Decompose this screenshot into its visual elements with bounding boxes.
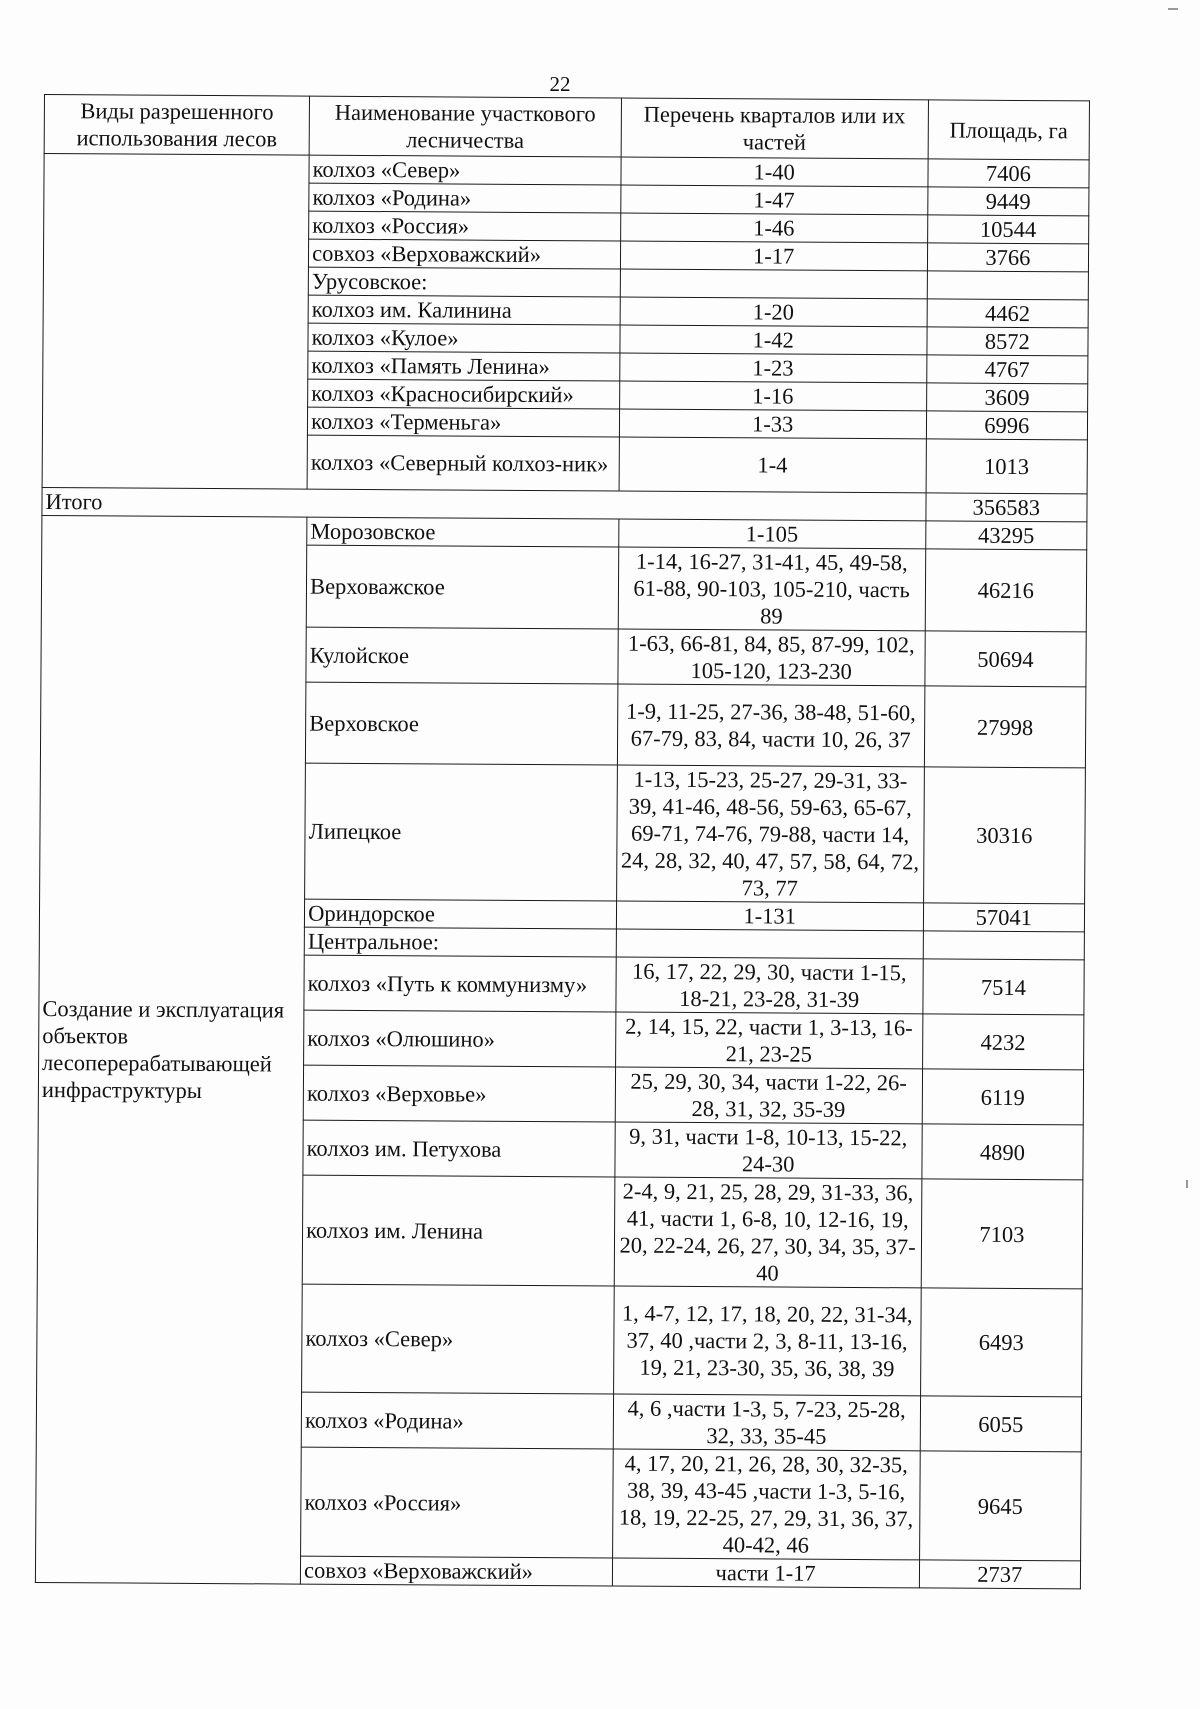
area-cell: 2737 (919, 1560, 1080, 1589)
quarters-cell: 1-16 (619, 381, 926, 411)
use-type-continued-cell (42, 154, 309, 490)
total-area: 356583 (926, 493, 1087, 522)
quarters-cell: 1-131 (616, 901, 923, 931)
quarters-cell: 1-20 (620, 297, 927, 327)
area-cell: 6119 (922, 1069, 1084, 1125)
table-header-row (44, 95, 1089, 160)
area-cell: 4232 (922, 1014, 1084, 1070)
forestry-name-cell: Верховское (306, 682, 618, 765)
quarters-cell: 9, 31, части 1-8, 10-13, 15-22, 24-30 (615, 1122, 922, 1179)
area-cell: 9449 (927, 187, 1088, 216)
quarters-cell: 1-13, 15-23, 25-27, 29-31, 33-39, 41-46, 48-56, 59-63, 65-67, 69-71, 74-76, 79-88, части 14, 24, 28, 32, 40, 47, 57, 58, 64, 72, 73, 77 (616, 765, 924, 903)
area-cell: 50694 (925, 631, 1087, 687)
forestry-name-cell: колхоз им. Ленина (302, 1175, 614, 1286)
forestry-name-cell: колхоз «Россия» (309, 211, 621, 241)
quarters-cell: 1-63, 66-81, 84, 85, 87-99, 102, 105-120, 123-230 (618, 629, 925, 686)
quarters-cell: 1-105 (618, 519, 925, 549)
quarters-cell: 16, 17, 22, 29, 30, части 1-15, 18-21, 23-28, 31-39 (616, 957, 923, 1014)
header-area: Площадь, га (928, 100, 1090, 160)
quarters-cell: 1-14, 16-27, 31-41, 45, 49-58, 61-88, 90-103, 105-210, часть 89 (618, 547, 926, 631)
use-type-cell: Создание и эксплуатация объектов лесоперерабатывающей инфраструктуры (35, 515, 307, 1584)
table-row (42, 515, 1087, 549)
header-use-type: Виды разрешенного использования лесов (44, 95, 309, 156)
forestry-name-cell: совхоз «Верховажский» (309, 239, 621, 269)
area-cell: 57041 (923, 903, 1084, 932)
quarters-cell: 1-33 (619, 409, 926, 439)
forestry-name-cell: Липецкое (305, 763, 617, 901)
table-row (44, 154, 1089, 188)
area-cell: 6996 (926, 411, 1087, 440)
forestry-name-cell: Ориндорское (305, 899, 617, 929)
area-cell: 8572 (927, 327, 1088, 356)
quarters-cell: 2-4, 9, 21, 25, 28, 29, 31-33, 36, 41, части 1, 6-8, 10, 12-16, 19, 20, 22-24, 26, 27, 30, 34, 35, 37-40 (614, 1177, 922, 1288)
area-cell: 7514 (923, 959, 1085, 1015)
quarters-cell: 25, 29, 30, 34, части 1-22, 26-28, 31, 32, 35-39 (615, 1067, 922, 1124)
forestry-name-cell: колхоз «Олюшино» (304, 1010, 616, 1067)
area-cell (927, 271, 1088, 300)
quarters-cell: 1-17 (620, 241, 927, 271)
area-cell (923, 931, 1084, 960)
quarters-cell: 4, 6 ,части 1-3, 5, 7-23, 25-28, 32, 33, 35-45 (613, 1394, 920, 1451)
forestry-name-cell: колхоз «Родина» (309, 183, 621, 213)
quarters-cell: 1-23 (619, 353, 926, 383)
quarters-cell: 1, 4-7, 12, 17, 18, 20, 22, 31-34, 37, 40 ,части 2, 3, 8-11, 13-16, 19, 21, 23-30, 35, 36, 38, 39 (613, 1286, 921, 1396)
forest-use-table (35, 94, 1090, 1589)
forestry-name-cell: Морозовское (307, 517, 619, 547)
quarters-cell: 4, 17, 20, 21, 26, 28, 30, 32-35, 38, 39, 43-45 ,части 1-3, 5-16, 18, 19, 22-25, 27, 29, 31, 36, 37, 40-42, 46 (612, 1449, 920, 1560)
forestry-name-cell: колхоз «Красносибирский» (308, 379, 620, 409)
area-cell: 7406 (928, 159, 1089, 188)
forestry-name-cell: Верховажское (306, 545, 618, 629)
forestry-name-cell: колхоз «Путь к коммунизму» (304, 955, 616, 1012)
area-cell: 3766 (927, 243, 1088, 272)
forestry-name-cell: колхоз «Россия» (301, 1447, 613, 1558)
page-number: 22 (549, 72, 571, 96)
forestry-group-heading: Урусовское: (308, 267, 620, 297)
header-forestry-name: Наименование участкового лесничества (309, 96, 621, 157)
quarters-cell: 1-9, 11-25, 27-36, 38-48, 51-60, 67-79, 83, 84, части 10, 26, 37 (617, 684, 925, 767)
forestry-name-cell: колхоз «Северный колхоз-ник» (307, 435, 619, 491)
area-cell: 43295 (925, 521, 1086, 550)
forestry-group-heading: Центральное: (304, 927, 616, 957)
forestry-name-cell: колхоз «Родина» (301, 1392, 613, 1449)
scan-artifact-mark (1168, 8, 1178, 10)
quarters-cell: 1-47 (620, 185, 927, 215)
area-cell: 46216 (925, 549, 1087, 632)
forestry-name-cell: Кулойское (306, 627, 618, 684)
forestry-name-cell: совхоз «Верховажский» (301, 1556, 613, 1586)
forestry-name-cell: колхоз им. Калинина (308, 295, 620, 325)
area-cell: 4767 (926, 355, 1087, 384)
header-quarters-list: Перечень кварталов или их частей (621, 98, 928, 159)
quarters-cell: 1-40 (621, 157, 928, 187)
quarters-cell: 2, 14, 15, 22, части 1, 3-13, 16-21, 23-25 (615, 1012, 922, 1069)
quarters-cell: 1-42 (620, 325, 927, 355)
area-cell: 6493 (920, 1288, 1082, 1397)
area-cell: 6055 (920, 1396, 1082, 1452)
forestry-name-cell: колхоз «Верховье» (303, 1065, 615, 1122)
area-cell: 30316 (923, 767, 1085, 904)
forestry-name-cell: колхоз «Кулое» (308, 323, 620, 353)
scan-artifact-mark (1186, 1180, 1188, 1188)
forestry-name-cell: колхоз «Север» (309, 155, 621, 185)
area-cell: 9645 (919, 1451, 1081, 1561)
quarters-cell: 1-46 (620, 213, 927, 243)
quarters-cell: 1-4 (619, 437, 926, 493)
forestry-name-cell: колхоз им. Петухова (303, 1120, 615, 1177)
forestry-name-cell: колхоз «Терменьга» (308, 407, 620, 437)
area-cell: 7103 (921, 1179, 1083, 1289)
quarters-cell (620, 269, 927, 299)
area-cell: 10544 (927, 215, 1088, 244)
area-cell: 3609 (926, 383, 1087, 412)
quarters-cell (616, 929, 923, 959)
total-label: Итого (42, 487, 926, 520)
quarters-cell: части 1-17 (612, 1558, 919, 1588)
area-cell: 4890 (922, 1124, 1084, 1180)
area-cell: 1013 (926, 439, 1088, 494)
forestry-name-cell: колхоз «Север» (302, 1284, 614, 1394)
area-cell: 27998 (924, 686, 1086, 768)
area-cell: 4462 (927, 299, 1088, 328)
forestry-name-cell: колхоз «Память Ленина» (308, 351, 620, 381)
